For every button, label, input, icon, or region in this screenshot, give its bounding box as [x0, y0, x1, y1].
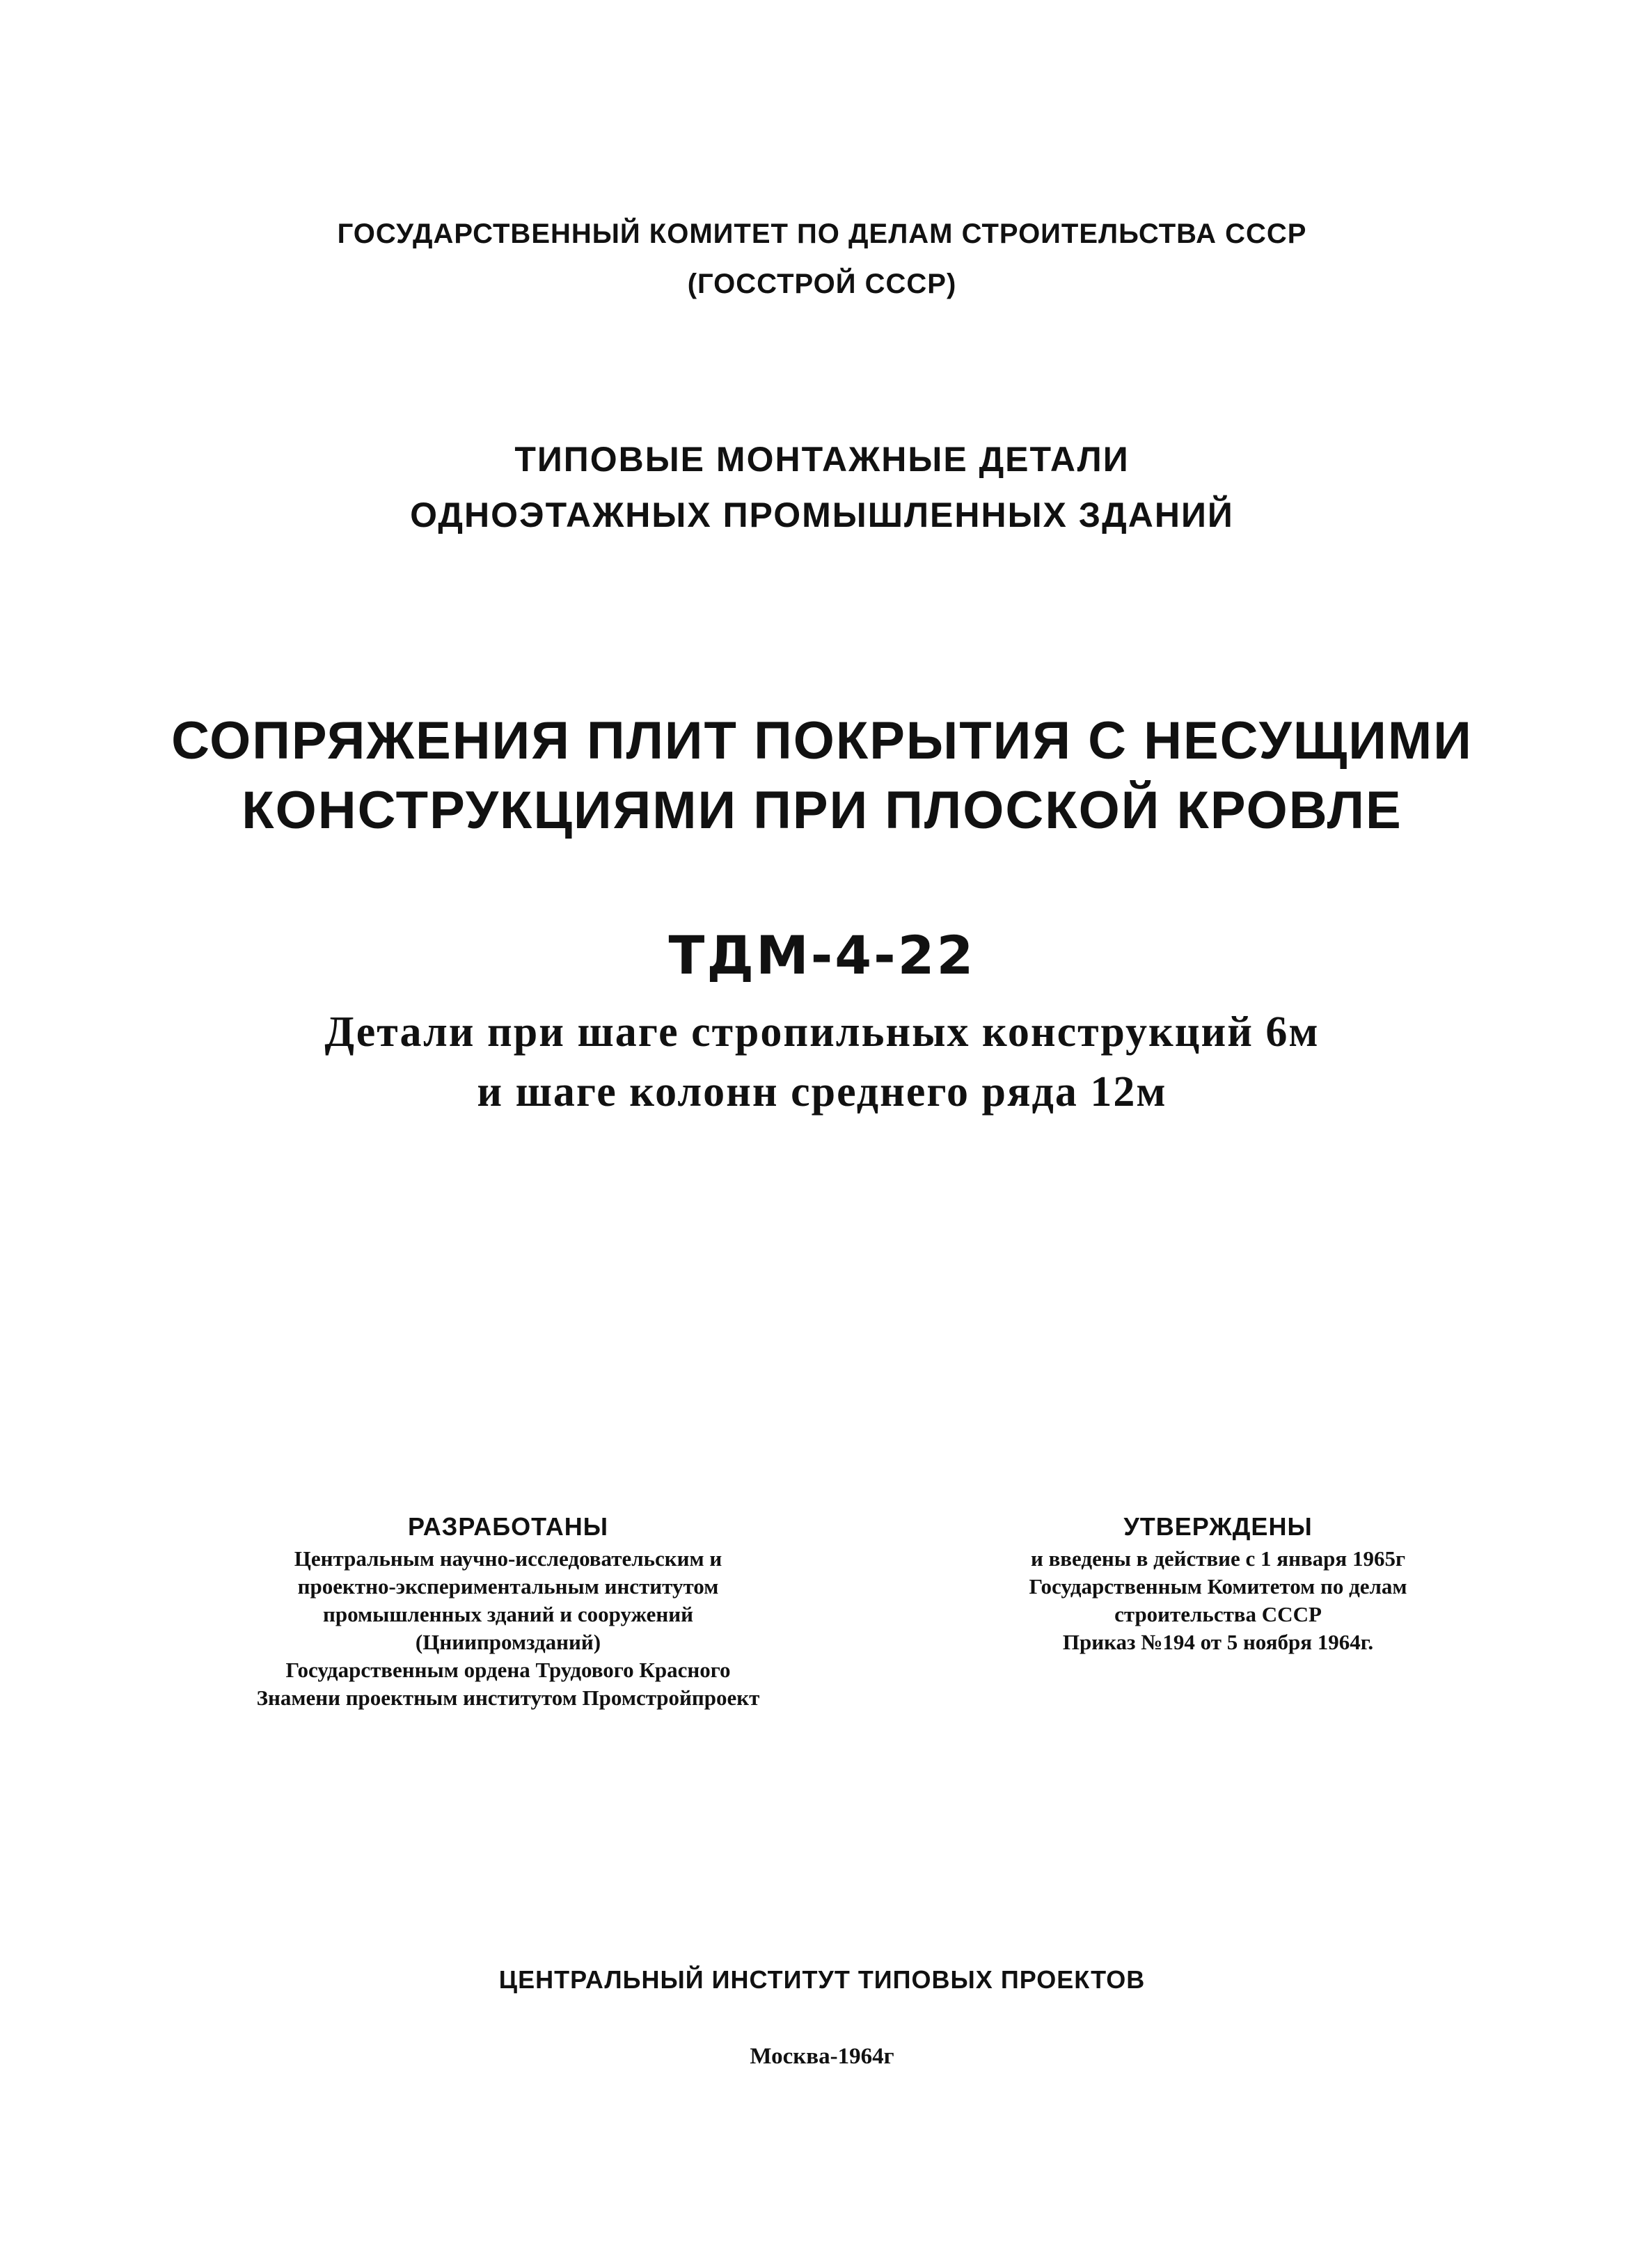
- document-code-text: ТДМ-4-22: [668, 924, 976, 986]
- subtitle-line-1: Детали при шаге стропильных конструкций 6м: [324, 1008, 1320, 1056]
- developed-by-block: [167, 1510, 849, 1712]
- series-line-1: ТИПОВЫЕ МОНТАЖНЫЕ ДЕТАЛИ: [514, 440, 1130, 479]
- document-code: [0, 922, 1644, 989]
- approved-line: Приказ №194 от 5 ноября 1964г.: [1062, 1630, 1374, 1654]
- title-line-1: СОПРЯЖЕНИЯ ПЛИТ ПОКРЫТИЯ С НЕСУЩИМИ: [171, 711, 1473, 770]
- agency-header: [0, 209, 1644, 309]
- developed-line: промышленных зданий и сооружений: [323, 1602, 693, 1626]
- approved-line: и введены в действие с 1 января 1965г: [1030, 1546, 1406, 1571]
- developed-line: Государственным ордена Трудового Красного: [285, 1658, 731, 1682]
- approved-line: строительства СССР: [1114, 1602, 1322, 1626]
- publisher: [0, 1962, 1644, 1997]
- document-title: [0, 706, 1644, 846]
- agency-name: ГОСУДАРСТВЕННЫЙ КОМИТЕТ ПО ДЕЛАМ СТРОИТЕЛЬСТВА СССР: [337, 219, 1307, 249]
- developed-line: Центральным научно-исследовательским и: [294, 1546, 722, 1571]
- subtitle-line-2: и шаге колонн среднего ряда 12м: [477, 1068, 1167, 1116]
- document-subtitle: [0, 1002, 1644, 1122]
- series-title: [0, 431, 1644, 543]
- approved-line: Государственным Комитетом по делам: [1029, 1574, 1407, 1599]
- developed-line: Знамени проектным институтом Промстройпроект: [256, 1686, 760, 1710]
- developed-line: проектно-экспериментальным институтом: [297, 1574, 719, 1599]
- developed-line: (Цниипромзданий): [415, 1630, 601, 1654]
- agency-abbreviation: (ГОССТРОЙ СССР): [687, 269, 957, 299]
- publisher-name: ЦЕНТРАЛЬНЫЙ ИНСТИТУТ ТИПОВЫХ ПРОЕКТОВ: [498, 1965, 1146, 1994]
- approved-block: [940, 1510, 1496, 1656]
- publication-place-year: [0, 2039, 1644, 2074]
- series-line-2: ОДНОЭТАЖНЫХ ПРОМЫШЛЕННЫХ ЗДАНИЙ: [410, 495, 1234, 534]
- city-year-text: Москва-1964г: [750, 2044, 894, 2069]
- developed-heading: РАЗРАБОТАНЫ: [407, 1512, 609, 1541]
- title-line-2: КОНСТРУКЦИЯМИ ПРИ ПЛОСКОЙ КРОВЛЕ: [242, 781, 1402, 840]
- approved-heading: УТВЕРЖДЕНЫ: [1123, 1512, 1313, 1541]
